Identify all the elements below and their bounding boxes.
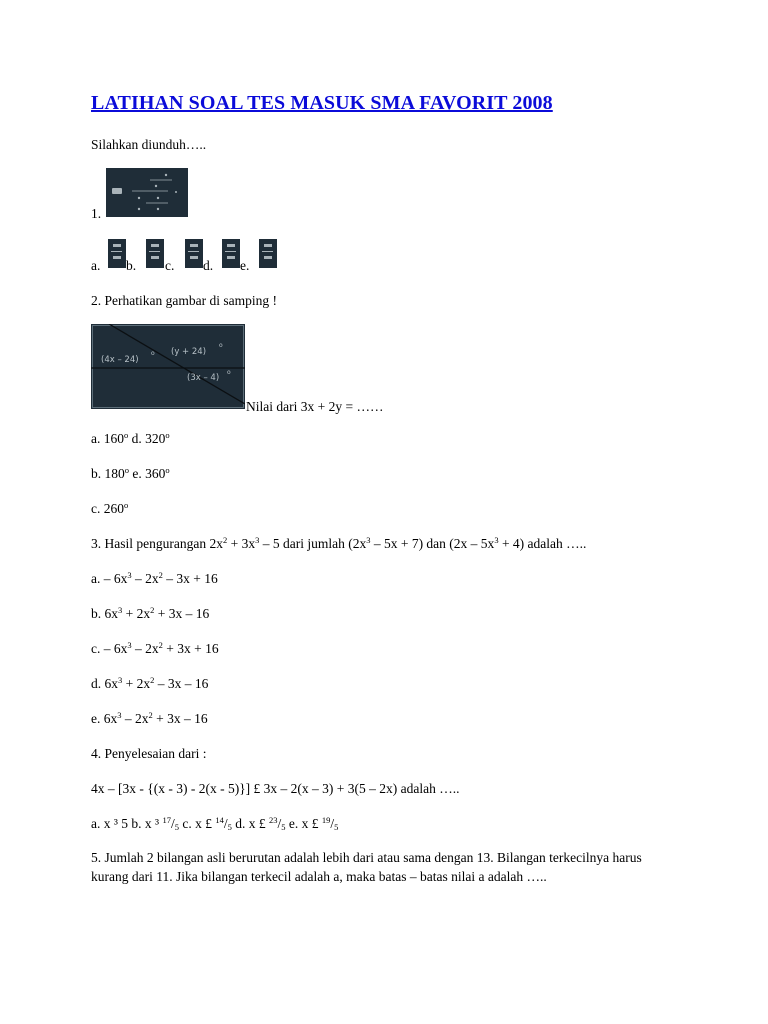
- q3-option-c: c. – $6x^3 - 2x^2 + 3x + 16$: [91, 640, 219, 656]
- q1-option-a: a.: [91, 258, 101, 273]
- q3-question: 3. Hasil pengurangan $2x^2 + 3x^3 - 5$ dari jumlah $(2x^3 - 5x + 7)$ dan $(2x - 5x^3 + 4)$ adalah …..: [91, 535, 587, 551]
- q2-prompt: Nilai dari 3x + 2y = ……: [246, 399, 384, 414]
- q2-option-b: b. 180: [91, 466, 125, 481]
- q2-figure: [91, 324, 245, 409]
- degree-sign: o: [124, 500, 129, 510]
- q4-expression: 4x – [3x - {(x - 3) - 2(x - 5)}] £ 3x – 2(x – 3) + 3(5 – 2x) adalah …..: [91, 781, 460, 796]
- degree-sign: o: [124, 430, 129, 440]
- q1-equation-graphic: [106, 168, 188, 217]
- q2-label-top-degree: o: [219, 342, 223, 349]
- q2-label-left-degree: o: [151, 350, 155, 357]
- q1-option-e: e.: [240, 258, 250, 273]
- q2-label-left: (4x – 24): [101, 355, 139, 365]
- q3-option-e: e. $6x^3 - 2x^2 + 3x - 16$: [91, 710, 208, 726]
- q2-label-bottom: (3x – 4): [187, 373, 220, 383]
- q1-equation-image: [106, 168, 188, 217]
- q1-option-b: b.: [126, 258, 137, 273]
- intro-text: Silahkan diunduh…..: [91, 137, 207, 152]
- document-title: LATIHAN SOAL TES MASUK SMA FAVORIT 2008: [91, 92, 553, 114]
- q1-option-b-image: [146, 239, 164, 268]
- degree-sign: o: [165, 430, 170, 440]
- q3-option-a: a. – $6x^3 - 2x^2 - 3x + 16$: [91, 570, 218, 586]
- degree-sign: o: [124, 465, 129, 475]
- q2-label-bottom-degree: o: [227, 369, 231, 376]
- q3-option-b: b. $6x^3 + 2x^2 + 3x - 16$: [91, 605, 210, 621]
- q2-lines-diagram: [91, 324, 245, 409]
- q3-option-d: d. $6x^3 + 2x^2 - 3x - 16$: [91, 675, 209, 691]
- q1-option-c: c.: [165, 258, 175, 273]
- q1-option-a-image: [108, 239, 126, 268]
- q2-option-c-line: [91, 501, 128, 517]
- q1-option-d-image: [222, 239, 240, 268]
- q2-label-top: (y + 24): [171, 347, 207, 357]
- q4-question: 4. Penyelesaian dari :: [91, 746, 207, 761]
- q2-option-e: e. 360: [129, 466, 166, 481]
- q1-number: 1.: [91, 206, 102, 221]
- q2-option-a: a. 160: [91, 431, 124, 446]
- q4-options: a. x ³ 5 b. x ³ $^{17}/_5$ c. x £ $^{14}/_5$ d. x £ $^{23}/_5$ e. x £ $^{19}/_5$: [91, 815, 339, 832]
- q1-option-d: d.: [203, 258, 214, 273]
- q5-question: 5. Jumlah 2 bilangan asli berurutan adalah lebih dari atau sama dengan 13. Bilangan terkecilnya harus kurang dari 11. Jika bilangan terkecil adalah a, maka batas – batas nilai a adalah …..: [91, 850, 642, 884]
- q2-option-d: d. 320: [128, 431, 166, 446]
- q2-options-be: [91, 466, 170, 482]
- q1-option-e-image: [259, 239, 277, 268]
- q1-option-c-image: [185, 239, 203, 268]
- degree-sign: o: [165, 465, 170, 475]
- q2-question: 2. Perhatikan gambar di samping !: [91, 293, 277, 308]
- q2-option-c: c. 260: [91, 501, 124, 516]
- q2-options-ad: [91, 431, 170, 447]
